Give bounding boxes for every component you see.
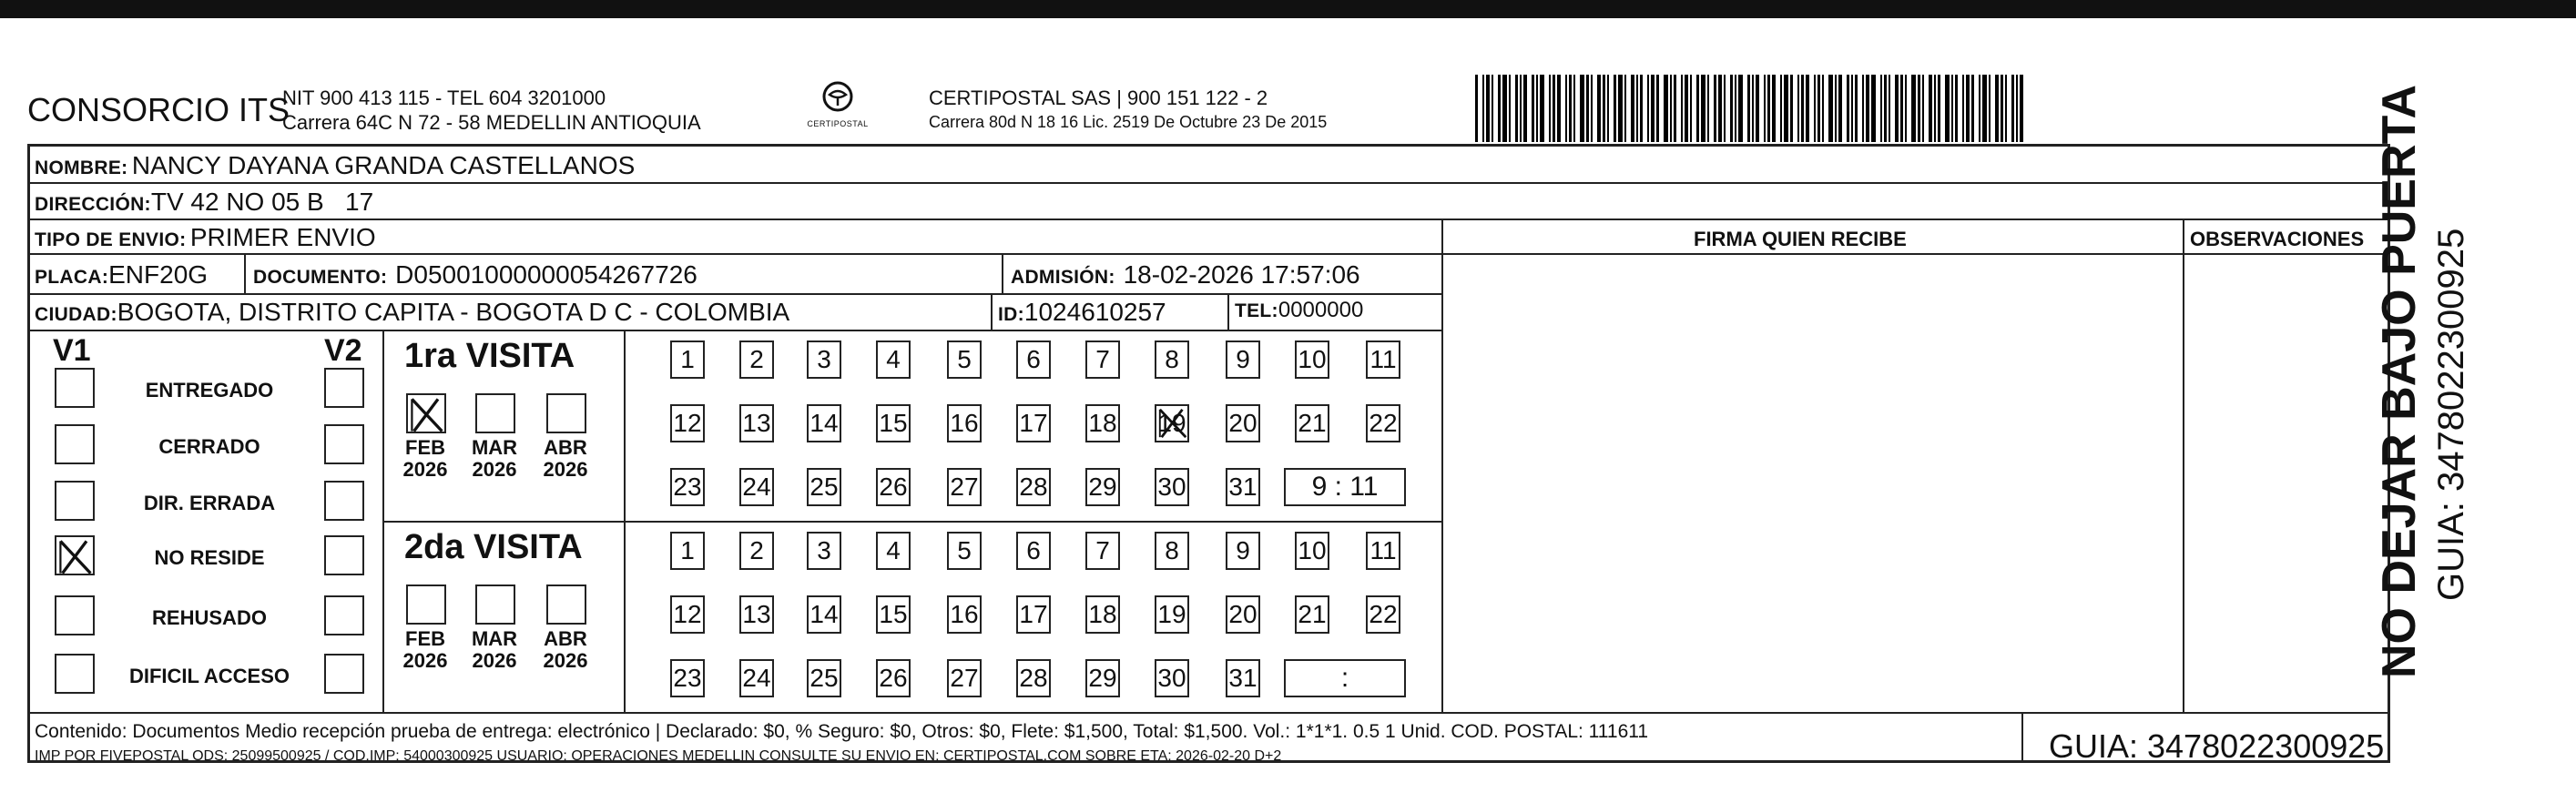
barcode-bar xyxy=(1752,75,1754,142)
visita1-day-box[interactable]: 14 xyxy=(807,404,841,442)
v1-header: V1 xyxy=(53,333,91,368)
barcode-bar xyxy=(1607,75,1609,142)
barcode-bar xyxy=(2005,75,2007,142)
barcode-bar xyxy=(1866,75,1869,142)
visita2-day-box[interactable]: 2 xyxy=(739,532,774,570)
firma-header: FIRMA QUIEN RECIBE xyxy=(1694,228,1907,250)
ciudad-row: CIUDAD:BOGOTA, DISTRITO CAPITA - BOGOTA D C - COLOMBIA xyxy=(35,298,790,326)
visita1-day-box[interactable]: 22 xyxy=(1366,404,1400,442)
visita1-day-box[interactable]: 21 xyxy=(1295,404,1329,442)
barcode-bar xyxy=(2016,75,2018,142)
logo-text: CERTIPOSTAL xyxy=(807,119,869,128)
barcode-bar xyxy=(1540,75,1544,142)
v1-checkbox[interactable] xyxy=(55,424,95,464)
barcode-bar xyxy=(1780,75,1782,142)
v2-checkbox[interactable] xyxy=(324,481,364,521)
tel-row: TEL:0000000 xyxy=(1235,298,1364,322)
barcode-bar xyxy=(1520,75,1522,142)
placa-row: PLACA:ENF20G xyxy=(35,260,209,289)
barcode-bar xyxy=(1707,75,1709,142)
barcode-bar xyxy=(1631,75,1634,142)
visita2-day-box[interactable]: 6 xyxy=(1016,532,1051,570)
visita1-day-box[interactable]: 31 xyxy=(1226,468,1260,506)
visita1-day-box[interactable]: 7 xyxy=(1085,341,1120,379)
certi-line1: CERTIPOSTAL SAS | 900 151 122 - 2 xyxy=(929,86,1268,109)
logo-icon xyxy=(820,78,856,115)
barcode-bar xyxy=(1664,75,1668,142)
visita1-month-label xyxy=(534,437,597,481)
visita2-day-box[interactable]: 3 xyxy=(807,532,841,570)
barcode-bar xyxy=(1790,75,1793,142)
barcode-bar xyxy=(1701,75,1705,142)
visita2-day-box[interactable]: 14 xyxy=(807,595,841,634)
status-option-label: DIR. ERRADA xyxy=(143,492,276,514)
company-name: CONSORCIO ITS xyxy=(27,91,290,128)
barcode-bar xyxy=(1995,75,1999,142)
visita2-month-label xyxy=(534,628,597,672)
barcode-bar xyxy=(1502,75,1507,142)
visita1-day-box[interactable]: 16 xyxy=(947,404,982,442)
v1-checkbox[interactable] xyxy=(55,368,95,408)
visita1-month-name: MAR xyxy=(471,436,518,459)
status-option-label: NO RESIDE xyxy=(154,546,265,569)
barcode-bar xyxy=(1922,75,1924,142)
tipo-row: TIPO DE ENVIO: PRIMER ENVIO xyxy=(35,223,376,251)
tel-value: 0000000 xyxy=(1278,298,1364,322)
ciudad-value: BOGOTA, DISTRITO CAPITA - BOGOTA D C - COLOMBIA xyxy=(117,298,790,326)
barcode-bar xyxy=(1934,75,1936,142)
barcode-bar xyxy=(1806,75,1809,142)
barcode-bar xyxy=(1591,75,1593,142)
visita2-month-name: ABR xyxy=(544,627,587,650)
visita2-day-box[interactable]: 18 xyxy=(1085,595,1120,634)
visita2-month-name: FEB xyxy=(405,627,445,650)
barcode-bar xyxy=(1636,75,1638,142)
barcode-bar xyxy=(1681,75,1683,142)
visita1-day-box[interactable]: 1 xyxy=(670,341,705,379)
direccion-row: DIRECCIÓN:TV 42 NO 05 B 17 xyxy=(35,188,374,216)
visita1-day-box[interactable]: 15 xyxy=(876,404,911,442)
barcode-bar xyxy=(1889,75,1890,142)
visita2-day-box[interactable]: 13 xyxy=(739,595,774,634)
visita1-day-check-mark xyxy=(1156,406,1191,441)
visita1-month-checkbox[interactable] xyxy=(475,393,515,433)
barcode-bar xyxy=(1724,75,1726,142)
v2-checkbox[interactable] xyxy=(324,595,364,635)
visita1-month-label xyxy=(463,437,526,481)
visita1-month-name: ABR xyxy=(544,436,587,459)
barcode-bar xyxy=(1884,75,1887,142)
visita1-day-box[interactable]: 12 xyxy=(670,404,705,442)
visita2-day-box[interactable]: 27 xyxy=(947,659,982,697)
visita1-day-box[interactable]: 20 xyxy=(1226,404,1260,442)
v1-checkbox[interactable] xyxy=(55,595,95,635)
documento-value: D05001000000054267726 xyxy=(395,260,697,289)
visita1-day-box[interactable]: 27 xyxy=(947,468,982,506)
visita1-month-name: FEB xyxy=(405,436,445,459)
id-row: ID:1024610257 xyxy=(998,298,1166,326)
barcode-bar xyxy=(1989,75,1991,142)
visita2-month-year: 2026 xyxy=(402,649,448,672)
barcode-bar xyxy=(1482,75,1484,142)
certipostal-logo xyxy=(803,78,872,140)
barcode-bar xyxy=(1532,75,1534,142)
visita2-month-checkbox[interactable] xyxy=(475,584,515,625)
v2-header: V2 xyxy=(324,333,362,368)
certi-line2: Carrera 80d N 18 16 Lic. 2519 De Octubre 23 De 2015 xyxy=(929,113,1328,131)
nit-line: NIT 900 413 115 - TEL 604 3201000 xyxy=(282,86,606,109)
visita2-day-box[interactable]: 31 xyxy=(1226,659,1260,697)
visita2-day-box[interactable]: 10 xyxy=(1295,532,1329,570)
barcode-bar xyxy=(1918,75,1920,142)
visita1-day-box[interactable]: 29 xyxy=(1085,468,1120,506)
visita1-day-box[interactable]: 19 xyxy=(1155,404,1189,442)
visita2-day-box[interactable]: 11 xyxy=(1366,532,1400,570)
v2-checkbox[interactable] xyxy=(324,535,364,575)
barcode-bar xyxy=(1565,75,1567,142)
barcode xyxy=(1475,75,2204,142)
v2-checkbox[interactable] xyxy=(324,368,364,408)
visita2-day-box[interactable]: 4 xyxy=(876,532,911,570)
barcode-bar xyxy=(2001,75,2003,142)
visita1-month-checkbox[interactable] xyxy=(546,393,586,433)
nombre-row: NOMBRE: NANCY DAYANA GRANDA CASTELLANOS xyxy=(35,151,636,179)
address-line: Carrera 64C N 72 - 58 MEDELLIN ANTIOQUIA xyxy=(282,111,701,134)
barcode-bar xyxy=(1674,75,1676,142)
barcode-bar xyxy=(1586,75,1589,142)
visita2-month-checkbox[interactable] xyxy=(546,584,586,625)
barcode-bar xyxy=(1929,75,1932,142)
visita2-month-year: 2026 xyxy=(472,649,517,672)
barcode-bar xyxy=(1764,75,1766,142)
barcode-bar xyxy=(1951,75,1953,142)
barcode-bar xyxy=(1938,75,1940,142)
visita1-month-year: 2026 xyxy=(472,458,517,481)
visita1-day-box[interactable]: 25 xyxy=(807,468,841,506)
visita1-month-year: 2026 xyxy=(543,458,588,481)
barcode-bar xyxy=(1767,75,1770,142)
visita1-day-box[interactable]: 17 xyxy=(1016,404,1051,442)
barcode-bar xyxy=(1784,75,1788,142)
footer-contenido: Contenido: Documentos Medio recepción prueba de entrega: electrónico | Declarado: $0, % Seguro: $0, Otros: $0, Flete: $1,500, Total: $1,500. Vol.: 1*1*1. 0.5 1 Unid. COD. POSTAL: 111611 xyxy=(35,721,1649,742)
barcode-bar xyxy=(1614,75,1616,142)
visita1-day-box[interactable]: 6 xyxy=(1016,341,1051,379)
visita1-day-box[interactable]: 2 xyxy=(739,341,774,379)
visita1-month-checkbox[interactable] xyxy=(406,393,446,433)
visita2-day-box[interactable]: 30 xyxy=(1155,659,1189,697)
barcode-bar xyxy=(1651,75,1655,142)
barcode-bar xyxy=(1509,75,1511,142)
barcode-bar xyxy=(1905,75,1907,142)
v1-checkbox[interactable] xyxy=(55,654,95,694)
v2-checkbox[interactable] xyxy=(324,654,364,694)
visita2-day-box[interactable]: 5 xyxy=(947,532,982,570)
barcode-bar xyxy=(1640,75,1643,142)
side-guia-text: GUIA: 3478022300925 xyxy=(2431,228,2471,601)
barcode-bar xyxy=(1828,75,1833,142)
visita1-day-box[interactable]: 4 xyxy=(876,341,911,379)
barcode-bar xyxy=(2020,75,2023,142)
barcode-bar xyxy=(1851,75,1853,142)
placa-value: ENF20G xyxy=(108,260,209,289)
footer-guia: GUIA: 3478022300925 xyxy=(2049,727,2385,765)
visita2-day-box[interactable]: 19 xyxy=(1155,595,1189,634)
barcode-bar xyxy=(1557,75,1561,142)
visita2-title: 2da VISITA xyxy=(404,528,583,566)
barcode-bar xyxy=(1979,75,1980,142)
barcode-bar xyxy=(1735,75,1736,142)
barcode-bar xyxy=(1971,75,1974,142)
visita2-day-box[interactable]: 28 xyxy=(1016,659,1051,697)
visita1-title: 1ra VISITA xyxy=(404,337,575,375)
barcode-bar xyxy=(1982,75,1987,142)
visita2-day-box[interactable]: 12 xyxy=(670,595,705,634)
visita2-day-box[interactable]: 8 xyxy=(1155,532,1189,570)
visita2-day-box[interactable]: 24 xyxy=(739,659,774,697)
barcode-bar xyxy=(1838,75,1842,142)
visita1-day-box[interactable]: 8 xyxy=(1155,341,1189,379)
barcode-bar xyxy=(1797,75,1799,142)
barcode-bar xyxy=(1498,75,1501,142)
v2-checkbox[interactable] xyxy=(324,424,364,464)
visita1-day-box[interactable]: 10 xyxy=(1295,341,1329,379)
barcode-bar xyxy=(1911,75,1916,142)
visita1-day-box[interactable]: 5 xyxy=(947,341,982,379)
barcode-bar xyxy=(1597,75,1601,142)
status-option-label: DIFICIL ACCESO xyxy=(128,665,290,687)
barcode-bar xyxy=(1553,75,1555,142)
visita1-day-box[interactable]: 30 xyxy=(1155,468,1189,506)
barcode-bar xyxy=(1871,75,1876,142)
visita2-month-checkbox[interactable] xyxy=(406,584,446,625)
admision-value: 18-02-2026 17:57:06 xyxy=(1123,260,1360,289)
barcode-bar xyxy=(1569,75,1572,142)
visita2-time-box[interactable]: : xyxy=(1284,659,1406,697)
barcode-bar xyxy=(1475,75,1478,142)
barcode-bar xyxy=(1835,75,1837,142)
barcode-bar xyxy=(1855,75,1858,142)
visita1-day-box[interactable]: 13 xyxy=(739,404,774,442)
visita2-day-box[interactable]: 17 xyxy=(1016,595,1051,634)
barcode-bar xyxy=(1573,75,1575,142)
visita1-day-box[interactable]: 3 xyxy=(807,341,841,379)
footer-imp: IMP POR FIVEPOSTAL ODS: 25099500925 / COD.IMP: 54000300925 USUARIO: OPERACIONES MEDELLIN CONSULTE SU ENVIO EN: CERTIPOSTAL.COM SOBRE ETA: 2026-02-20 D+2 xyxy=(35,748,1282,764)
visita1-time-box[interactable]: 9 : 11 xyxy=(1284,468,1406,506)
barcode-bar xyxy=(1515,75,1518,142)
tipo-value: PRIMER ENVIO xyxy=(189,223,376,251)
v1-checkbox[interactable] xyxy=(55,481,95,521)
visita2-month-name: MAR xyxy=(471,627,518,650)
barcode-bar xyxy=(1962,75,1964,142)
status-option-label: REHUSADO xyxy=(152,606,267,629)
no-dejar-text: NO DEJAR BAJO PUERTA xyxy=(2373,84,2426,678)
visita2-day-box[interactable]: 23 xyxy=(670,659,705,697)
company-info xyxy=(282,86,701,135)
direccion-value: TV 42 NO 05 B 17 xyxy=(150,188,374,216)
barcode-bar xyxy=(1580,75,1584,142)
barcode-bar xyxy=(1895,75,1899,142)
barcode-bar xyxy=(1690,75,1692,142)
visita2-day-box[interactable]: 20 xyxy=(1226,595,1260,634)
visita2-day-box[interactable]: 7 xyxy=(1085,532,1120,570)
barcode-bar xyxy=(1730,75,1733,142)
barcode-bar xyxy=(1486,75,1490,142)
barcode-bar xyxy=(1492,75,1493,142)
nombre-value: NANCY DAYANA GRANDA CASTELLANOS xyxy=(131,151,636,179)
barcode-bar xyxy=(1817,75,1820,142)
barcode-bar xyxy=(1624,75,1626,142)
visita2-month-label xyxy=(393,628,457,672)
barcode-bar xyxy=(1801,75,1804,142)
barcode-bar xyxy=(1966,75,1970,142)
visita1-day-box[interactable]: 24 xyxy=(739,468,774,506)
barcode-bar xyxy=(1647,75,1649,142)
barcode-bar xyxy=(1955,75,1958,142)
visita1-day-box[interactable]: 28 xyxy=(1016,468,1051,506)
barcode-bar xyxy=(1814,75,1816,142)
barcode-bar xyxy=(1670,75,1672,142)
visita2-day-box[interactable]: 26 xyxy=(876,659,911,697)
visita2-day-box[interactable]: 21 xyxy=(1295,595,1329,634)
barcode-bar xyxy=(1696,75,1699,142)
barcode-bar xyxy=(1523,75,1527,142)
barcode-bar xyxy=(1603,75,1605,142)
visita1-month-check-mark xyxy=(408,395,448,435)
barcode-bar xyxy=(1618,75,1623,142)
barcode-bar xyxy=(1772,75,1776,142)
visita2-day-box[interactable]: 22 xyxy=(1366,595,1400,634)
status-option-label: ENTREGADO xyxy=(145,379,274,402)
visita1-month-label xyxy=(393,437,457,481)
barcode-bar xyxy=(1536,75,1538,142)
visita1-day-box[interactable]: 18 xyxy=(1085,404,1120,442)
barcode-bar xyxy=(1900,75,1903,142)
visita2-day-box[interactable]: 1 xyxy=(670,532,705,570)
visita1-day-box[interactable]: 11 xyxy=(1366,341,1400,379)
v1-checkbox[interactable] xyxy=(55,535,95,575)
observaciones-header: OBSERVACIONES xyxy=(2190,228,2365,250)
barcode-bar xyxy=(1822,75,1824,142)
visita2-day-box[interactable]: 16 xyxy=(947,595,982,634)
status-option-label: CERRADO xyxy=(158,435,260,458)
barcode-bar xyxy=(1656,75,1659,142)
barcode-bar xyxy=(2011,75,2014,142)
visita2-day-box[interactable]: 15 xyxy=(876,595,911,634)
visita2-month-label xyxy=(463,628,526,672)
barcode-bar xyxy=(1685,75,1688,142)
barcode-bar xyxy=(1718,75,1722,142)
barcode-bar xyxy=(1756,75,1759,142)
barcode-bar xyxy=(1945,75,1950,142)
v1-check-mark xyxy=(56,537,97,577)
visita1-day-box[interactable]: 26 xyxy=(876,468,911,506)
barcode-bar xyxy=(1862,75,1864,142)
barcode-bar xyxy=(1714,75,1716,142)
id-value: 1024610257 xyxy=(1023,298,1166,326)
barcode-bar xyxy=(1747,75,1750,142)
visita2-day-box[interactable]: 29 xyxy=(1085,659,1120,697)
documento-row: DOCUMENTO: D05001000000054267726 xyxy=(253,260,697,289)
visita1-month-year: 2026 xyxy=(402,458,448,481)
barcode-bar xyxy=(1847,75,1849,142)
visita2-day-box[interactable]: 9 xyxy=(1226,532,1260,570)
visita2-month-year: 2026 xyxy=(543,649,588,672)
barcode-bar xyxy=(1738,75,1743,142)
top-border-band xyxy=(0,0,2576,18)
visita1-day-box[interactable]: 23 xyxy=(670,468,705,506)
visita1-day-box[interactable]: 9 xyxy=(1226,341,1260,379)
visita2-day-box[interactable]: 25 xyxy=(807,659,841,697)
barcode-bar xyxy=(1549,75,1551,142)
certipostal-info xyxy=(929,86,1327,135)
admision-row: ADMISIÓN: 18-02-2026 17:57:06 xyxy=(1011,260,1360,289)
barcode-bar xyxy=(1880,75,1882,142)
